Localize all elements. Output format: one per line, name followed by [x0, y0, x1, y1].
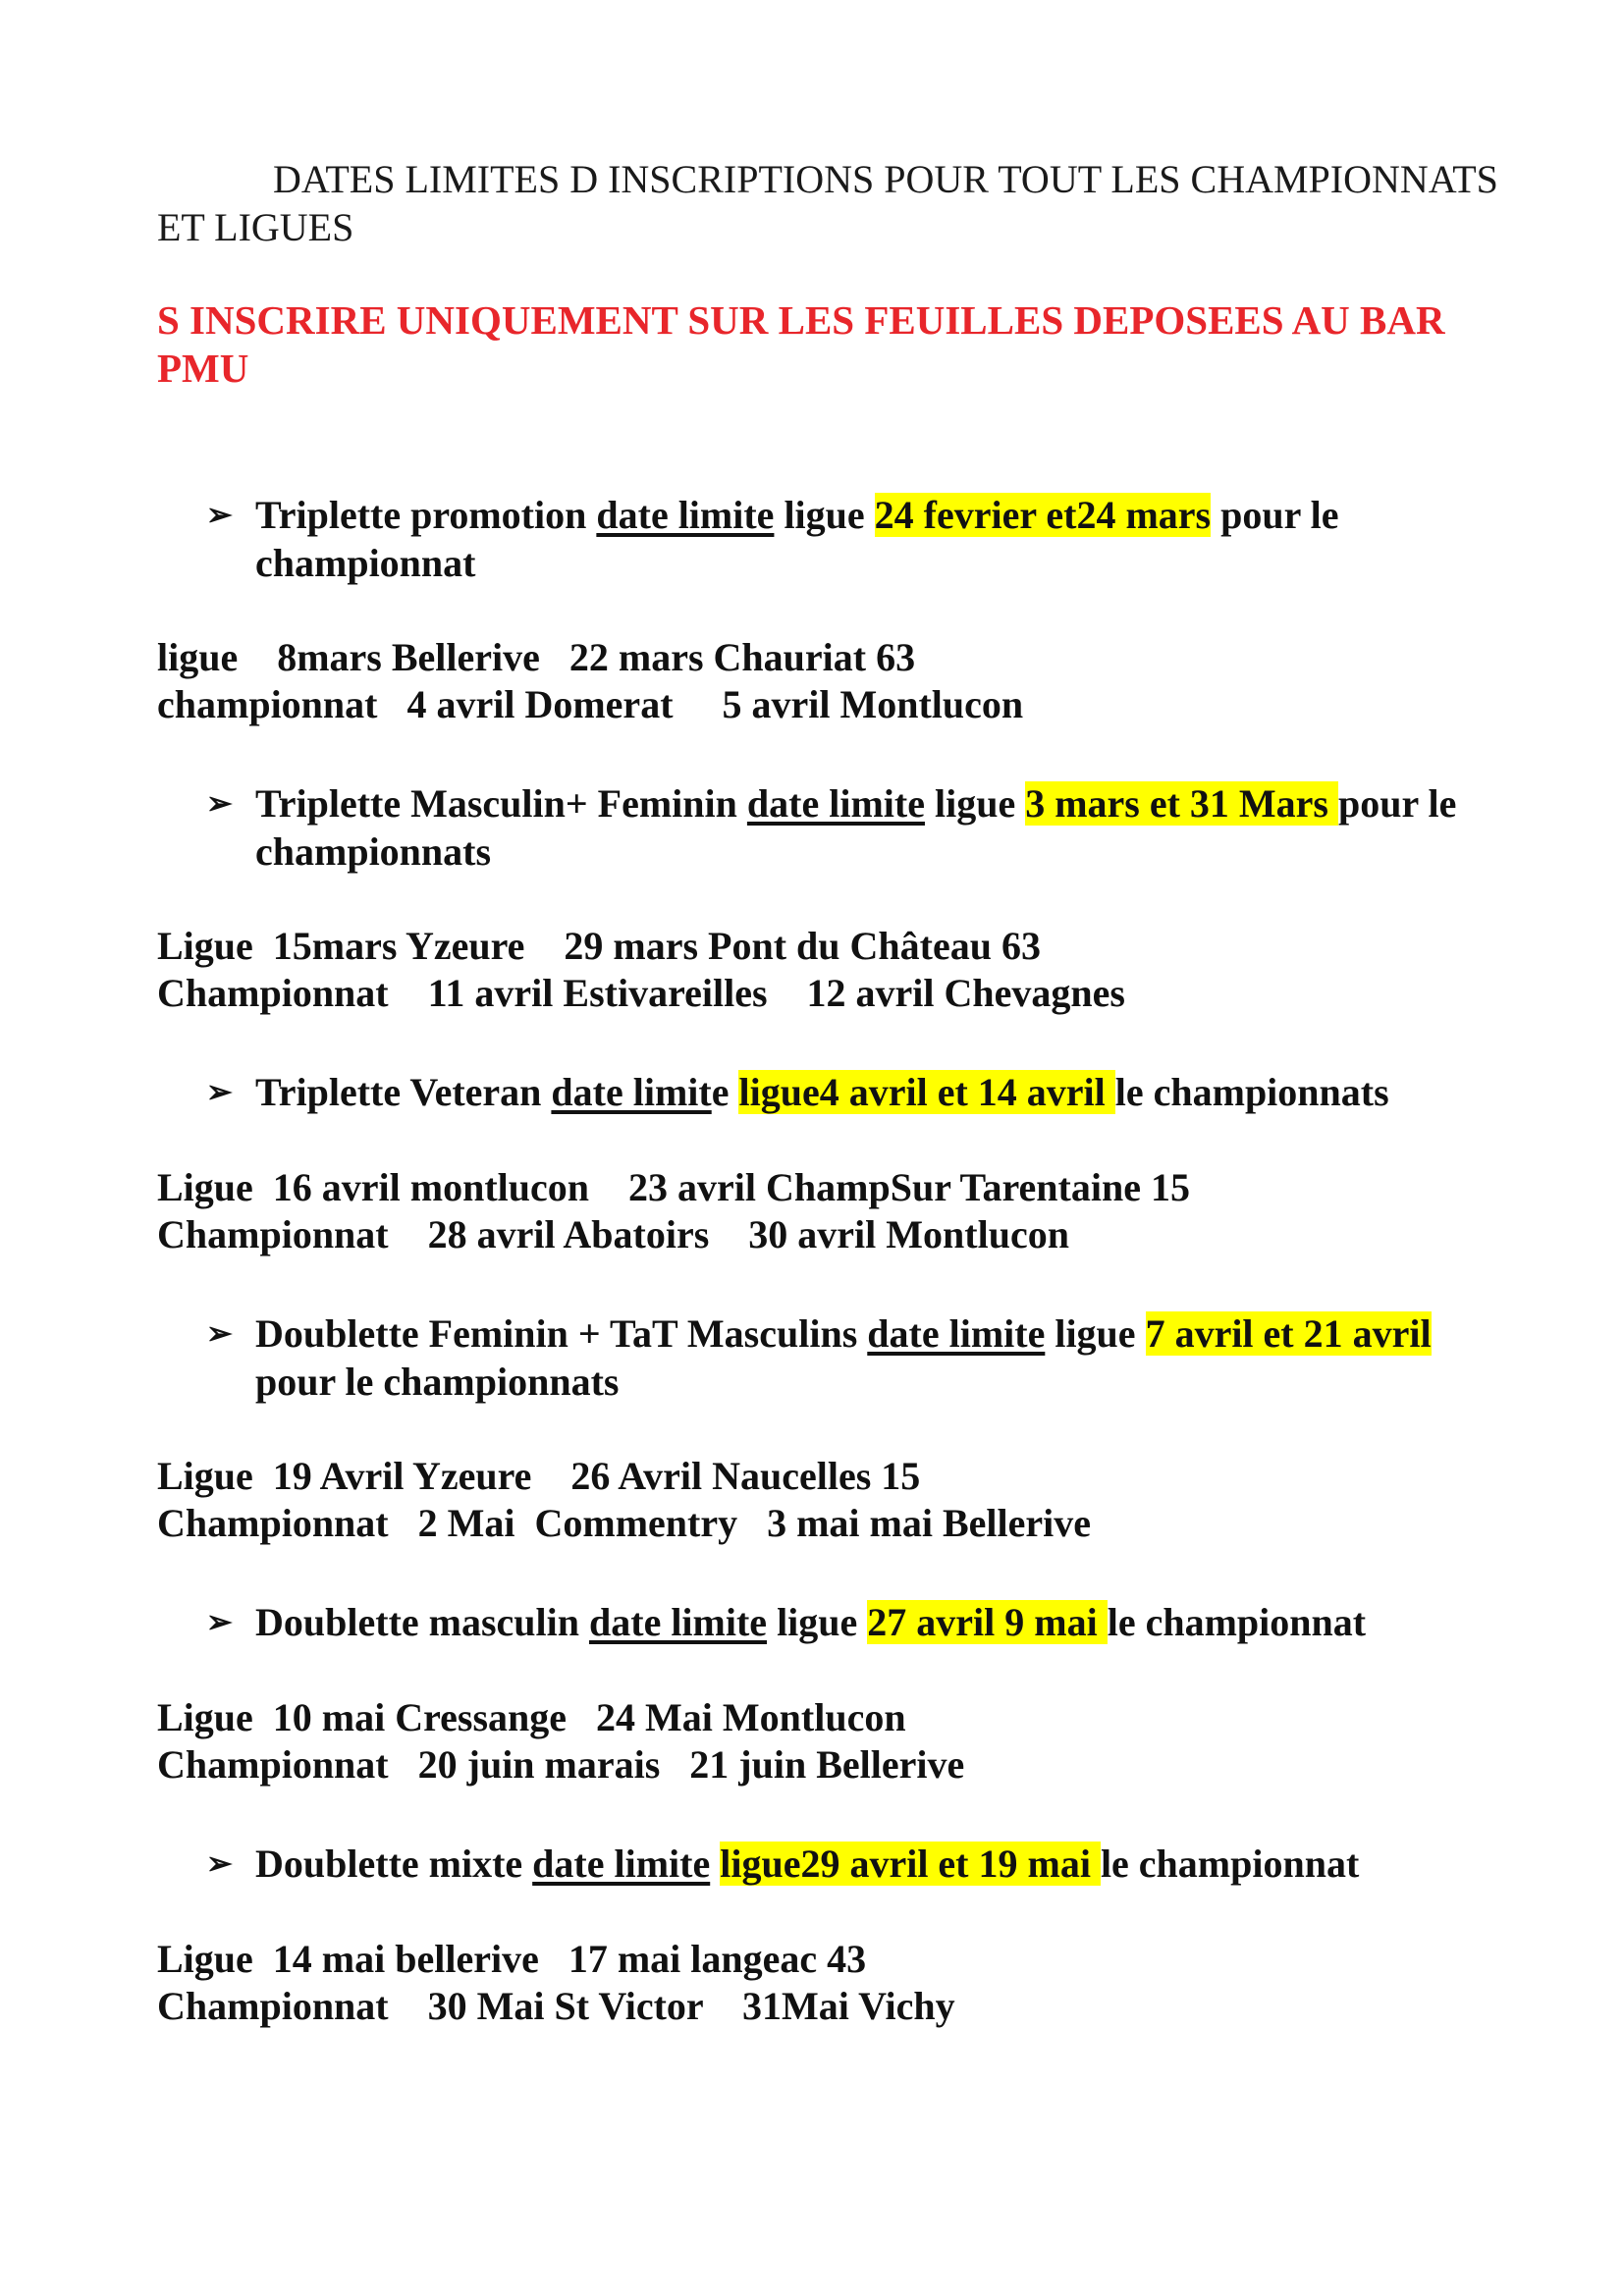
section-connector: e: [711, 1070, 739, 1114]
section-connector: ligue: [1045, 1311, 1146, 1356]
competition-name: Doublette Feminin + TaT Masculins: [255, 1311, 868, 1356]
ligue-line: Ligue 14 mai bellerive 17 mai langeac 43: [157, 1937, 867, 1981]
ligue-line: Ligue 10 mai Cressange 24 Mai Montlucon: [157, 1695, 906, 1739]
section-4-heading: [206, 1309, 1512, 1406]
championnat-line: Championnat 2 Mai Commentry 3 mai mai Bellerive: [157, 1501, 1091, 1545]
section-tail: pour le championnats: [255, 781, 1457, 874]
deadline-dates: ligue4 avril et 14 avril: [738, 1070, 1115, 1114]
section-1-heading: [206, 491, 1512, 587]
ligue-line: ligue 8mars Bellerive 22 mars Chauriat 63: [157, 635, 916, 679]
arrow-bullet-icon: ➢: [206, 1315, 233, 1351]
arrow-bullet-icon: ➢: [206, 1604, 233, 1639]
date-limit-label: date limite: [596, 493, 775, 537]
section-connector: ligue: [767, 1600, 868, 1644]
championnat-line: Championnat 20 juin marais 21 juin Bellerive: [157, 1742, 965, 1787]
section-5-text: [255, 1598, 1512, 1646]
section-tail: le championnat: [1107, 1600, 1367, 1644]
section-3-heading: [206, 1068, 1512, 1116]
section-tail: le championnat: [1100, 1842, 1360, 1886]
championnat-line: Championnat 11 avril Estivareilles 12 avril Chevagnes: [157, 971, 1125, 1015]
deadline-dates: 24 fevrier et24 mars: [874, 493, 1212, 537]
deadline-dates: 27 avril 9 mai: [867, 1600, 1108, 1644]
arrow-bullet-icon: ➢: [206, 785, 233, 821]
championnat-line: championnat 4 avril Domerat 5 avril Montlucon: [157, 682, 1024, 726]
arrow-bullet-icon: ➢: [206, 1845, 233, 1881]
registration-warning: S INSCRIRE UNIQUEMENT SUR LES FEUILLES DEPOSEES AU BAR PMU: [157, 297, 1445, 391]
date-limit-label: date limite: [867, 1311, 1046, 1356]
section-3-text: [255, 1068, 1512, 1116]
competition-name: Triplette Veteran: [255, 1070, 552, 1114]
section-1-text: [255, 491, 1512, 587]
deadline-dates: 3 mars et 31 Mars: [1025, 781, 1338, 826]
competition-name: Doublette mixte: [255, 1842, 533, 1886]
section-connector: ligue: [774, 493, 875, 537]
section-5-heading: [206, 1598, 1512, 1646]
section-connector: [710, 1842, 720, 1886]
competition-name: Doublette masculin: [255, 1600, 589, 1644]
section-2-heading: [206, 779, 1512, 876]
section-tail: pour le championnats: [255, 1360, 620, 1404]
arrow-bullet-icon: ➢: [206, 497, 233, 532]
section-4-text: [255, 1309, 1512, 1406]
section-tail: le championnats: [1114, 1070, 1389, 1114]
championnat-line: Championnat 28 avril Abatoirs 30 avril Montlucon: [157, 1212, 1069, 1256]
competition-name: Triplette promotion: [255, 493, 597, 537]
section-connector: ligue: [924, 781, 1026, 826]
deadline-dates: 7 avril et 21 avril: [1145, 1311, 1432, 1356]
section-tail: pour le championnat: [255, 493, 1339, 585]
section-6-text: [255, 1840, 1512, 1888]
date-limit-label: date limite: [532, 1842, 711, 1886]
arrow-bullet-icon: ➢: [206, 1074, 233, 1109]
section-2-text: [255, 779, 1512, 876]
competition-name: Triplette Masculin+ Feminin: [255, 781, 747, 826]
date-limit-label: date limite: [746, 781, 925, 826]
date-limit-label: date limite: [589, 1600, 768, 1644]
ligue-line: Ligue 16 avril montlucon 23 avril ChampSur Tarentaine 15: [157, 1165, 1190, 1209]
section-6-heading: [206, 1840, 1512, 1888]
date-limit-label: date limit: [551, 1070, 712, 1114]
championnat-line: Championnat 30 Mai St Victor 31Mai Vichy: [157, 1984, 955, 2028]
ligue-line: Ligue 19 Avril Yzeure 26 Avril Naucelles 15: [157, 1454, 921, 1498]
deadline-dates: ligue29 avril et 19 mai: [720, 1842, 1101, 1886]
page-title: DATES LIMITES D INSCRIPTIONS POUR TOUT LES CHAMPIONNATS ET LIGUES: [157, 157, 1498, 249]
ligue-line: Ligue 15mars Yzeure 29 mars Pont du Château 63: [157, 924, 1041, 968]
